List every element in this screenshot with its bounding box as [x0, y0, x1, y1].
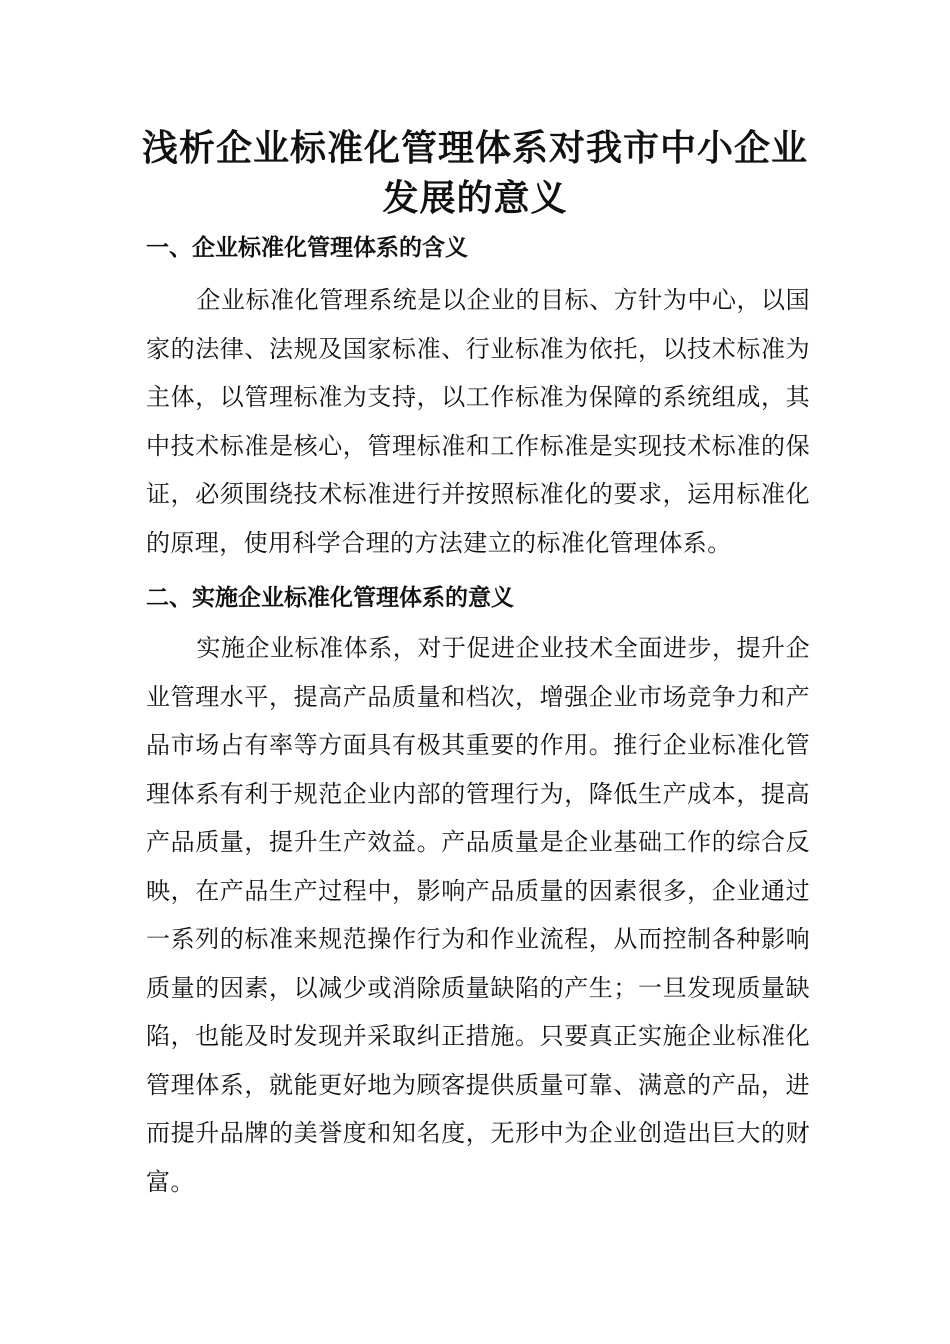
- section-paragraph-definition: 企业标准化管理系统是以企业的目标、方针为中心，以国家的法律、法规及国家标准、行业标准为依托，以技术标准为主体，以管理标准为支持，以工作标准为保障的系统组成，其中技术标准是核心，管理标准和工作标准是实现技术标准的保证，必须围绕技术标准进行并按照标准化的要求，运用标准化的原理，使用科学合理的方法建立的标准化管理体系。: [146, 286, 810, 557]
- section-paragraph-significance: 实施企业标准体系，对于促进企业技术全面进步，提升企业管理水平，提高产品质量和档次，增强企业市场竞争力和产品市场占有率等方面具有极其重要的作用。推行企业标准化管理体系有利于规范企业内部的管理行为，降低生产成本，提高产品质量，提升生产效益。产品质量是企业基础工作的综合反映，在产品生产过程中，影响产品质量的因素很多，企业通过一系列的标准来规范操作行为和作业流程，从而控制各种影响质量的因素，以减少或消除质量缺陷的产生；一旦发现质量缺陷，也能及时发现并采取纠正措施。只要真正实施企业标准化管理体系，就能更好地为顾客提供质量可靠、满意的产品，进而提升品牌的美誉度和知名度，无形中为企业创造出巨大的财富。: [146, 634, 810, 1196]
- section-heading-significance: 二、实施企业标准化管理体系的意义: [146, 584, 514, 611]
- document-title-line-1: 浅析企业标准化管理体系对我市中小企业: [141, 127, 808, 169]
- document-title-line-2: 发展的意义: [382, 177, 568, 219]
- section-heading-meaning-definition: 一、企业标准化管理体系的含义: [146, 234, 468, 261]
